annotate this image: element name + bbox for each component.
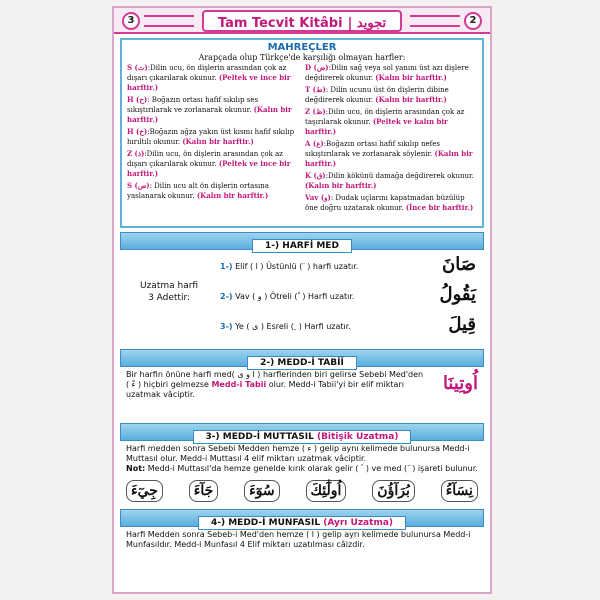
- ornament-right: [410, 15, 460, 27]
- page-number-left: 3: [122, 12, 140, 30]
- mahrecler-box: [120, 38, 484, 228]
- medd-i-munfasil-text: Harfi Medden sonra Sebeb-i Med'den hemze ( ا ) gelip ayrı kelimede bulunursa Medd-i Munfasıldır. Medd-i Munfasıl 4 Elif miktarı uzatılması câizdir.: [126, 530, 471, 549]
- arabic-word: جَآءَ: [189, 480, 219, 502]
- section-header-medd-i-tabii: 2-) MEDD-İ TABİÎ: [120, 349, 484, 367]
- letter-entry: Z (ذ):Dilin ucu, ön dişlerin arasından çok az dışarı çıkarılarak okunur. (Peltek ve ince bir harftir.): [127, 149, 291, 178]
- arabic-word: بُرَآؤُنَ: [372, 480, 415, 502]
- arabic-word: اُولٰٓئِكَ: [306, 480, 347, 502]
- letter-entry: Z (ظ):Dilin ucu, ön dişlerin arasından çok az taşırılarak okunur. (Peltek ve kalın bir harftir.): [305, 107, 465, 136]
- letter-entry: H (خ):Boğazın ağza yakın üst kısmı hafif sıkılıp hırıltılı okunur. (Kalın bir harftir.): [127, 127, 295, 146]
- title-box: Tam Tecvit Kitâbi | تجويد: [202, 10, 402, 32]
- harfi-med-section: [120, 250, 484, 345]
- arabic-example: اُوتِينَا: [442, 373, 478, 394]
- letter-entry: S (ث):Dilin ucu, ön dişlerin arasından çok az dışarı çıkarılarak okunur. (Peltek ve ince bir harftir.): [127, 63, 291, 92]
- arabic-word: نِسَآءُ: [441, 480, 478, 502]
- section-header-medd-i-muttasil: 3-) MEDD-İ MUTTASIL (Bitişik Uzatma): [120, 423, 484, 441]
- page-header: [114, 8, 490, 34]
- book-page: [112, 6, 492, 594]
- mahrecler-heading: MAHREÇLER: [267, 42, 337, 53]
- section-header-medd-i-munfasil: 4-) MEDD-İ MUNFASIL (Ayrı Uzatma): [120, 509, 484, 527]
- letter-entry: Vav (و): Dudak uçlarını kapatmadan büzülüp öne doğru uzatarak okunur. (İnce bir harftir.): [305, 193, 474, 212]
- letter-entry: T (ط): Dilin ucunu üst ön dişlerin dibine değdirerek okunur. (Kalın bir harftir.): [305, 85, 449, 104]
- section-header-harfi-med: 1-) HARFİ MED: [120, 232, 484, 250]
- page-title: Tam Tecvit Kitâbi: [217, 16, 343, 31]
- arabic-example: قِيلَ: [448, 314, 476, 335]
- medd-i-tabii-text: Bir harfin önüne harfi med( ا و ى ) harflerinden biri gelirse Sebebi Med'den ( ءْ ) hiçbiri gelmezse Medd-i Tabii olur. Medd-i Tabii'yi bir elif miktarı uzatmak vâciptir. اُوتِينَا: [126, 370, 478, 399]
- medd-i-muttasil-text: Harfi medden sonra Sebebi Medden hemze ( ء ) gelip aynı kelimede bulunursa Medd-i Muttasıl olur. Medd-i Muttasıl 4 elif miktarı uzatmak vâciptir. Not: Medd-i Muttasıl'da hemze genelde kırık olarak gelir ( ٴ ) ve med ( ٓ ) işareti bulunur.: [126, 444, 478, 473]
- arabic-example: صَانَ: [442, 254, 476, 275]
- arabic-word: جِيٓءَ: [126, 480, 163, 502]
- uzatma-label: Uzatma harfi 3 Adettir:: [140, 281, 199, 303]
- page-content: [120, 38, 484, 588]
- harfi-med-rule: 2-) Vav ( و ) Ötreli ( ُ ) Harfi uzatır.: [220, 292, 355, 301]
- page-number-right: 2: [464, 12, 482, 30]
- ornament-left: [144, 15, 194, 27]
- letter-entry: A (ع):Boğazın ortası hafif sıkılıp nefes sıkıştırılarak ve zorlanarak söylenir. (Kalın bir harftir.): [305, 139, 473, 168]
- harfi-med-rule: 1-) Elif ( ا ) Üstünlü ( َ ) harfi uzatır.: [220, 262, 359, 271]
- mahrecler-right-column: [305, 63, 477, 215]
- mahrecler-left-column: [127, 63, 299, 215]
- arabic-word: سُوٓءَ: [244, 480, 280, 502]
- letter-entry: H (ح): Boğazın ortası hafif sıkılıp ses sıkıştırılarak ve zorlanarak okunur. (Kalın bir harftir.): [127, 95, 292, 124]
- letter-entry: D (ض):Dilin sağ veya sol yanını üst azı dişlere değdirerek okunur. (Kalın bir harftir.): [305, 63, 469, 82]
- arabic-example: يَقُولُ: [439, 284, 476, 305]
- harfi-med-rule: 3-) Ye ( ى ) Esreli ( ِ ) Harfi uzatır.: [220, 322, 351, 331]
- page-title-arabic: تجويد: [356, 16, 387, 31]
- letter-entry: S (ص): Dilin ucu alt ön dişlerin ortasına yaslanarak okunur. (Kalın bir harftir.): [127, 181, 269, 200]
- mahrecler-intro: Arapçada olup Türkçe'de karşılığı olmayan harfler:: [198, 53, 406, 62]
- letter-entry: K (ق):Dilin kökünü damağa değdirerek okunur. (Kalın bir harftir.): [305, 171, 474, 190]
- muttasil-examples: [120, 477, 484, 505]
